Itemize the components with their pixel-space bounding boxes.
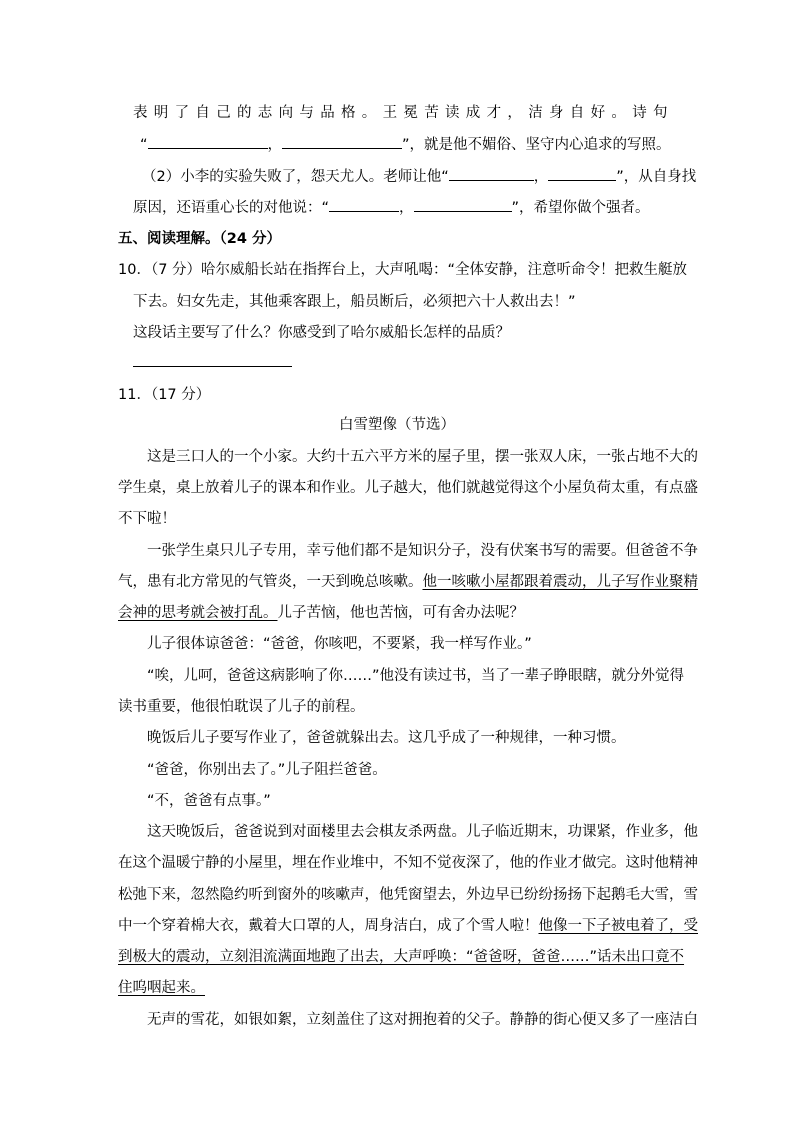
comma: ， xyxy=(267,137,283,153)
passage-line: 在这个温暖宁静的小屋里，埋在作业堆中，不知不觉夜深了，他的作业才做完。这时他精神 xyxy=(118,855,698,871)
underlined-sentence: 住呜咽起来。 xyxy=(118,980,205,996)
comma: ， xyxy=(533,169,549,185)
q9-line-3 xyxy=(142,166,696,187)
q10-question: 这段话主要写了什么？你感受到了哈尔威船长怎样的品质？ xyxy=(133,325,510,341)
comma: ， xyxy=(399,200,414,216)
underlined-sentence: 大声呼唤：“爸爸呀，爸爸……”话未出口竟不 xyxy=(393,949,685,965)
answer-blank[interactable] xyxy=(148,134,268,149)
q9-line-4-head: 原因，还语重心长的对他说：“ xyxy=(133,200,330,216)
answer-blank[interactable] xyxy=(414,197,512,212)
passage-line: 晚饭后儿子要写作业了，爸爸就躲出去。这几乎成了一种规律，一种习惯。 xyxy=(147,730,626,746)
answer-blank[interactable] xyxy=(548,166,616,181)
passage-line: 儿子很体谅爸爸：“爸爸，你咳吧，不要紧，我一样写作业。” xyxy=(147,636,532,652)
passage-line xyxy=(118,978,205,998)
answer-blank[interactable] xyxy=(282,134,402,149)
passage-text: 中一个穿着棉大衣，戴着大口罩的人，周身洁白，成了个雪人啦！ xyxy=(118,918,539,934)
passage-line xyxy=(118,947,684,967)
quote-open: “ xyxy=(140,137,148,153)
passage-line xyxy=(118,572,698,592)
passage-line: 不下啦！ xyxy=(118,511,176,527)
passage-line: 无声的雪花，如银如絮，立刻盖住了这对拥抱着的父子。静静的街心便又多了一座洁白 xyxy=(147,1012,698,1028)
underlined-sentence: 他像一下子被电着了，受 xyxy=(538,918,698,934)
passage-line: 一张学生桌只儿子专用，幸亏他们都不是知识分子，没有伏案书写的需要。但爸爸不争 xyxy=(147,543,698,559)
q9-line-2 xyxy=(140,134,671,155)
passage-line: 这是三口人的一个小家。大约十五六平方米的屋子里，摆一张双人床，一张占地不大的 xyxy=(147,449,698,465)
passage-line: “唉，儿呵，爸爸这病影响了你……”他没有读过书，当了一辈子睁眼瞎，就分外觉得 xyxy=(147,668,685,684)
passage-text: 儿子苦恼，他也苦恼，可有舍办法呢？ xyxy=(277,605,524,621)
q9-line-1: 表明了自己的志向与品格。王冕苦读成才，洁身自好。诗句 xyxy=(133,105,674,121)
q9-line-3-head: （2）小李的实验失败了，怨天尤人。老师让他“ xyxy=(142,169,449,185)
answer-blank[interactable] xyxy=(449,166,534,181)
passage-line: 这天晚饭后，爸爸说到对面楼里去会棋友杀两盘。儿子临近期末，功课紧，作业多，他 xyxy=(147,824,698,840)
q9-line-4 xyxy=(133,197,650,218)
passage-line: “不，爸爸有点事。” xyxy=(147,793,271,809)
passage-line xyxy=(118,603,524,623)
underlined-sentence: 到极大的震动，立刻泪流满面地跑了出去， xyxy=(118,949,394,965)
passage-title: 白雪塑像（节选） xyxy=(339,417,455,433)
q9-line-2-tail: ”，就是他不媚俗、坚守内心追求的写照。 xyxy=(402,137,671,153)
q9-line-4-tail: ”，希望你做个强者。 xyxy=(511,200,650,216)
passage-text: 气，患有北方常见的气管炎，一天到晚总咳嗽。 xyxy=(118,574,423,590)
underlined-sentence: 他一咳嗽小屋都跟着震动，儿子写作业聚精 xyxy=(422,574,698,590)
passage-line: “爸爸，你别出去了。”儿子阻拦爸爸。 xyxy=(147,762,387,778)
answer-blank[interactable] xyxy=(329,197,399,212)
section-heading: 五、阅读理解。（24 分） xyxy=(118,231,281,247)
q9-line-3-tail: ”，从自身找 xyxy=(616,169,697,185)
passage-line: 读书重要，他很怕耽误了儿子的前程。 xyxy=(118,699,365,715)
underlined-sentence: 会神的思考就会被打乱。 xyxy=(118,605,278,621)
q10-line-2: 下去。妇女先走，其他乘客跟上，船员断后，必须把六十人救出去！” xyxy=(133,294,576,310)
q10-line-1: 10．（7 分）哈尔威船长站在指挥台上，大声吼喝：“全体安静，注意听命令！把救生艇放 xyxy=(118,262,688,278)
passage-line xyxy=(118,916,698,936)
passage-line: 学生桌，桌上放着儿子的课本和作业。儿子越大，他们就越觉得这个小屋负荷太重，有点盛 xyxy=(118,480,698,496)
answer-line[interactable] xyxy=(133,366,292,367)
q11-label: 11．（17 分） xyxy=(118,387,211,403)
passage-line: 松弛下来，忽然隐约听到窗外的咳嗽声，他凭窗望去，外边早已纷纷扬扬下起鹅毛大雪，雪 xyxy=(118,887,698,903)
